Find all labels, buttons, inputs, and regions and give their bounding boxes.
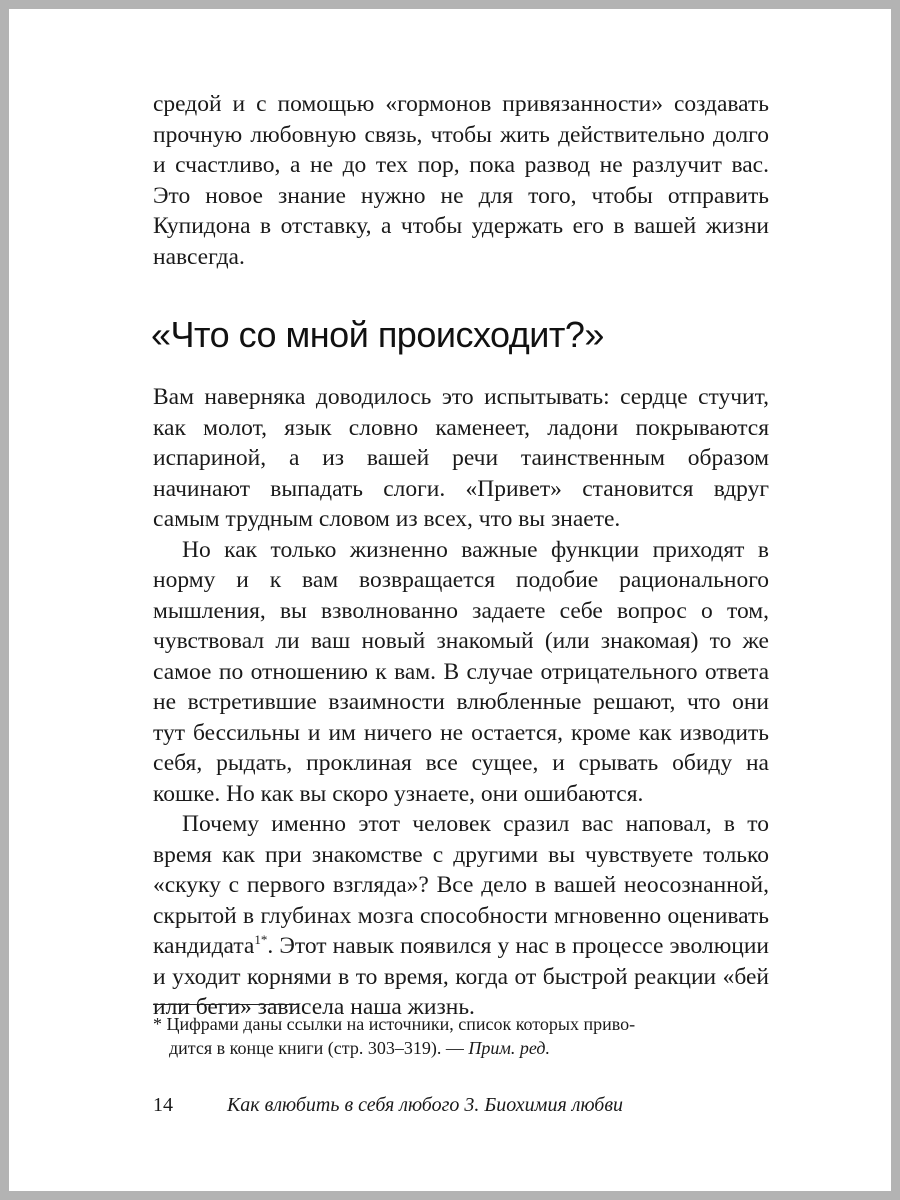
reference-marker: 1* bbox=[254, 932, 268, 947]
editor-note: Прим. ред. bbox=[468, 1038, 550, 1058]
section-heading: «Что со мной происходит?» bbox=[151, 314, 604, 355]
footnote-divider bbox=[153, 1004, 298, 1005]
paragraph: Вам наверняка доводилось это испытывать: сердце стучит, как молот, язык словно каменеет, ладони покрываются испариной, а из вашей речи таинственным образом начинают выпадать слоги. «Привет» становится вдруг самым трудным словом из всех, что вы знаете. bbox=[153, 384, 769, 532]
body-text-top bbox=[153, 89, 769, 272]
section-body bbox=[153, 382, 769, 1023]
paragraph bbox=[153, 809, 769, 1023]
footnote-line: дится в конце книги (стр. 303–319). — Прим. ред. bbox=[169, 1038, 550, 1058]
running-title: Как влюбить в себя любого 3. Биохимия любви bbox=[227, 1094, 624, 1116]
page-number: 14 bbox=[153, 1094, 173, 1116]
paragraph-text: . Этот навык появился у нас в процессе эволюции и уходит корнями в то время, когда от быстрой реакции «бей или беги» зависела наша жизнь. bbox=[153, 933, 769, 1020]
paragraph-text: Почему именно этот человек сразил вас наповал, в то время как при знакомстве с другими вы чувствуете только «скуку с первого взгляда»? Все дело в вашей неосознанной, скрытой в глубинах мозга способности мгновенно оценивать кандидата bbox=[153, 811, 769, 959]
footnote-line: * Цифрами даны ссылки на источники, список которых приво- bbox=[153, 1014, 636, 1034]
paragraph: средой и с помощью «гормонов привязанности» создавать прочную любовную связь, чтобы жить действительно долго и счастливо, а не до тех пор, пока развод не разлучит вас. Это новое знание нужно не для того, чтобы отправить Купидона в отставку, а чтобы удержать его в вашей жизни навсегда. bbox=[153, 91, 769, 270]
paragraph: Но как только жизненно важные функции приходят в норму и к вам возвращается подобие рационального мышления, вы взволнованно задаете себе вопрос о том, чувствовал ли ваш новый знакомый (или знакомая) то же самое по отношению к вам. В случае отрицательного ответа не встретившие взаимности влюбленные решают, что они тут бессильны и им ничего не остается, кроме как изводить себя, рыдать, проклиная все сущее, и срывать обиду на кошке. Но как вы скоро узнаете, они ошибаются. bbox=[153, 536, 769, 807]
footnote bbox=[153, 1012, 713, 1060]
